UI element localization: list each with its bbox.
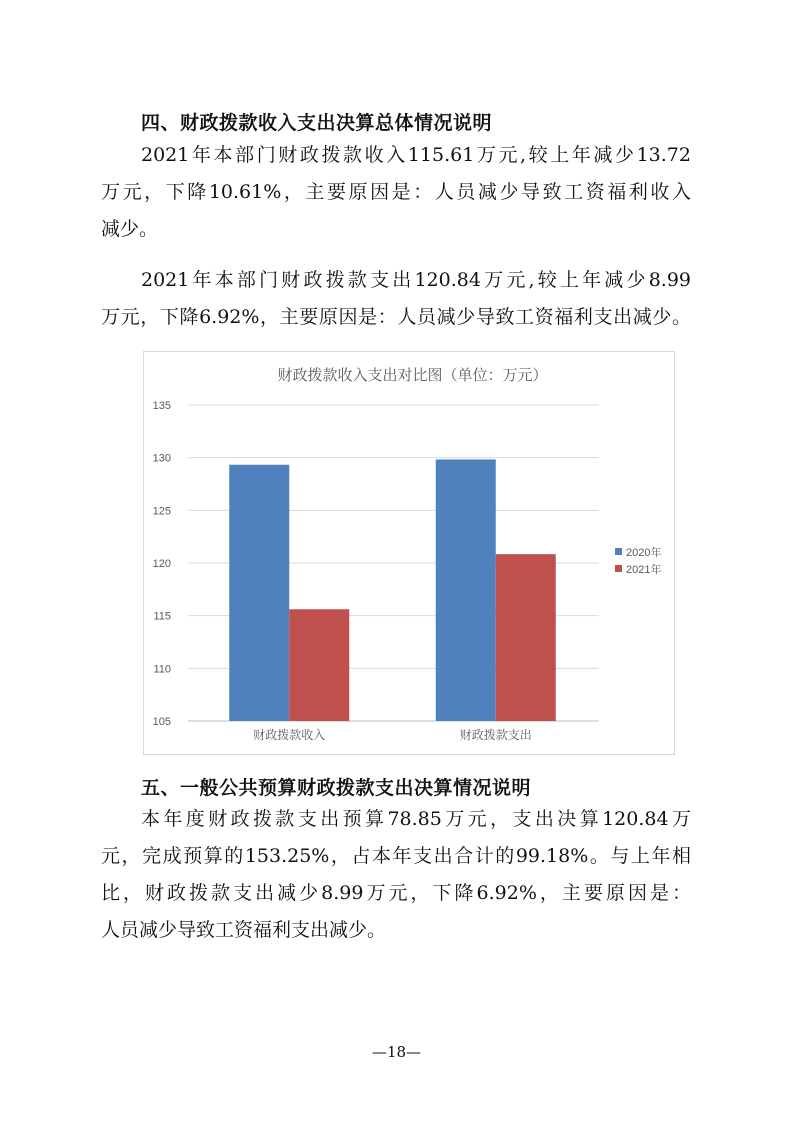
legend-label-1: 2020年 <box>626 547 662 559</box>
y-tick-label: 130 <box>152 452 171 465</box>
income-expense-chart <box>143 351 675 755</box>
paragraph-line: 本年度财政拨款支出预算78.85万元，支出决算120.84万 <box>141 808 691 830</box>
chart-svg <box>144 352 674 754</box>
section5-heading: 五、一般公共预算财政拨款支出决算情况说明 <box>141 777 532 799</box>
paragraph-line: 2021年本部门财政拨款支出120.84万元,较上年减少8.99 <box>141 269 691 291</box>
section4-paragraph-2 <box>101 262 691 336</box>
legend-label-2: 2021年 <box>626 564 662 576</box>
bar-2-2 <box>496 554 556 721</box>
section4-heading: 四、财政拨款收入支出决算总体情况说明 <box>141 112 493 134</box>
y-tick-label: 105 <box>152 716 171 728</box>
page-number: —18— <box>371 1043 422 1061</box>
x-category-label: 财政拨款收入 <box>253 728 326 742</box>
paragraph-line: 比，财政拨款支出减少8.99万元，下降6.92%，主要原因是： <box>101 882 691 904</box>
paragraph-line: 元，完成预算的153.25%，占本年支出合计的99.18%。与上年相 <box>101 845 691 867</box>
y-tick-label: 135 <box>152 400 171 412</box>
bar-1-2 <box>436 459 496 721</box>
paragraph-line: 万元，下降10.61%，主要原因是：人员减少导致工资福利收入 <box>101 181 691 203</box>
bar-1-1 <box>229 465 289 721</box>
paragraph-line: 2021年本部门财政拨款收入115.61万元,较上年减少13.72 <box>141 144 691 166</box>
paragraph-line: 人员减少导致工资福利支出减少。 <box>101 919 387 941</box>
chart-title: 财政拨款收入支出对比图（单位：万元） <box>277 367 548 384</box>
x-category-label: 财政拨款支出 <box>459 728 532 742</box>
y-tick-label: 125 <box>152 505 171 518</box>
paragraph-line: 万元，下降6.92%，主要原因是：人员减少导致工资福利支出减少。 <box>101 306 691 328</box>
y-tick-label: 120 <box>152 558 171 570</box>
section4-paragraph-1 <box>101 137 691 248</box>
y-tick-label: 110 <box>153 663 171 676</box>
bar-2-1 <box>289 609 349 721</box>
y-tick-label: 115 <box>153 610 171 623</box>
legend-swatch-1 <box>615 548 622 555</box>
legend-swatch-2 <box>615 565 622 572</box>
section5-paragraph <box>101 801 691 949</box>
paragraph-line: 减少。 <box>101 218 159 240</box>
